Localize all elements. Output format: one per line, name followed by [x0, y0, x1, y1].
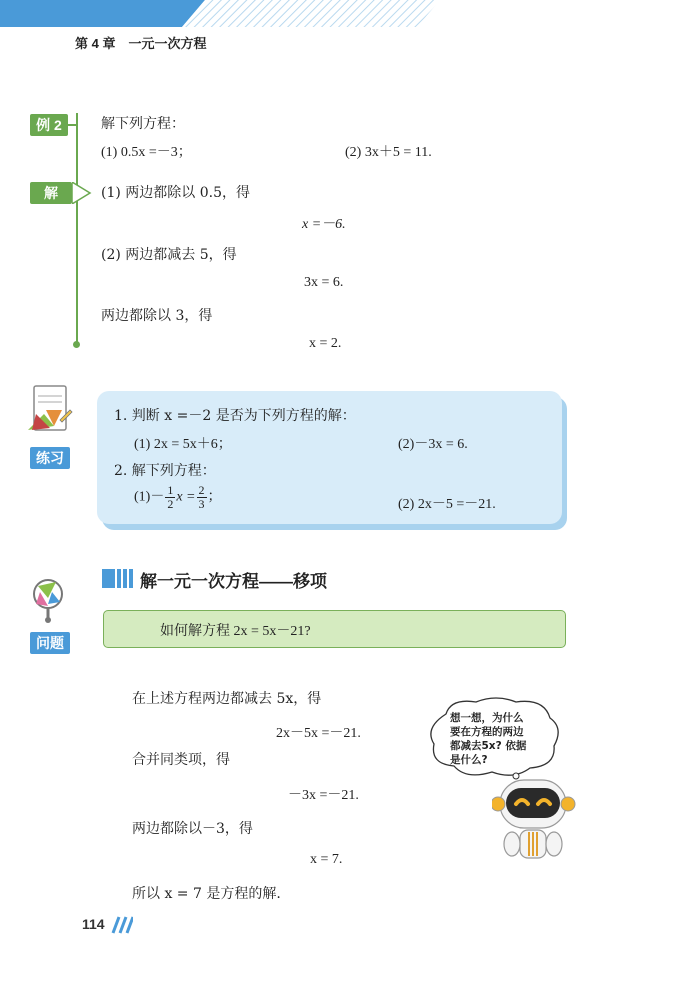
magnifier-icon — [26, 576, 74, 626]
solution-2-result-1: 3x = 6. — [304, 275, 344, 290]
solution-2-result-2: x = 2. — [309, 336, 342, 351]
example-equation-1: (1) 0.5x =－3； — [101, 145, 192, 160]
bubble-line-3: 都减去5x? 依据 — [450, 740, 527, 752]
solution-arrow-icon — [72, 182, 92, 204]
practice-q1-b: (2)－3x = 6. — [398, 437, 468, 452]
section-title-marker — [102, 569, 133, 588]
question-text: 如何解方程 2x = 5x－21? — [160, 624, 311, 639]
step-3-text: 两边都除以－3，得 — [132, 821, 253, 837]
example-label: 例 2 — [30, 114, 68, 136]
question-label: 问题 — [30, 632, 70, 654]
solution-1-step: (1) 两边都除以 0.5，得 — [101, 185, 250, 201]
section-title: 解一元一次方程——移项 — [140, 572, 327, 591]
solution-2-step: (2) 两边都减去 5，得 — [101, 247, 237, 263]
fraction-denominator: 2 — [167, 497, 174, 511]
example-equation-2: (2) 3x＋5 = 11. — [345, 145, 432, 160]
practice-q2-a-mid: x = — [176, 489, 196, 505]
example-end-dot — [73, 341, 80, 348]
robot-mascot-icon — [492, 768, 582, 868]
practice-q1-a: (1) 2x = 5x＋6； — [134, 437, 232, 452]
step-3-result: x = 7. — [310, 852, 343, 867]
practice-q2-a-suffix: ； — [207, 489, 222, 505]
fraction-numerator: 1 — [167, 483, 174, 497]
chapter-heading: 第 4 章 一元一次方程 — [75, 36, 207, 51]
practice-q2: 2. 解下列方程： — [114, 463, 216, 479]
fraction-one-half — [165, 484, 175, 511]
example-vertical-rule — [76, 113, 78, 345]
practice-label: 练习 — [30, 447, 70, 469]
example-task: 解下列方程： — [101, 116, 185, 132]
page-number: 114 — [82, 916, 105, 932]
fraction-denominator: 3 — [198, 497, 205, 511]
solution-2-step-2: 两边都除以 3，得 — [101, 308, 213, 324]
step-2-result: －3x =－21. — [288, 788, 359, 803]
practice-q2-a-prefix: (1)－ — [134, 489, 165, 505]
solution-label: 解 — [30, 182, 72, 204]
step-2-text: 合并同类项，得 — [132, 752, 230, 768]
practice-q2-a — [134, 484, 222, 511]
step-1-text: 在上述方程两边都减去 5x，得 — [132, 691, 322, 707]
bubble-line-2: 要在方程的两边 — [450, 726, 524, 738]
step-4-text: 所以 x = 7 是方程的解. — [132, 886, 281, 902]
solution-1-result: x =－6. — [302, 217, 346, 232]
practice-q2-b: (2) 2x－5 =－21. — [398, 497, 496, 512]
fraction-numerator: 2 — [198, 483, 205, 497]
bubble-line-1: 想一想，为什么 — [450, 712, 524, 724]
example-label-connector — [68, 124, 77, 126]
step-1-result: 2x－5x =－21. — [276, 726, 361, 741]
practice-q1: 1. 判断 x =－2 是否为下列方程的解： — [114, 408, 356, 424]
header-band — [0, 0, 700, 27]
bubble-line-4: 是什么? — [450, 754, 488, 766]
fraction-two-thirds — [197, 484, 207, 511]
page-number-slashes-icon — [107, 916, 133, 934]
practice-notebook-icon — [24, 384, 74, 436]
